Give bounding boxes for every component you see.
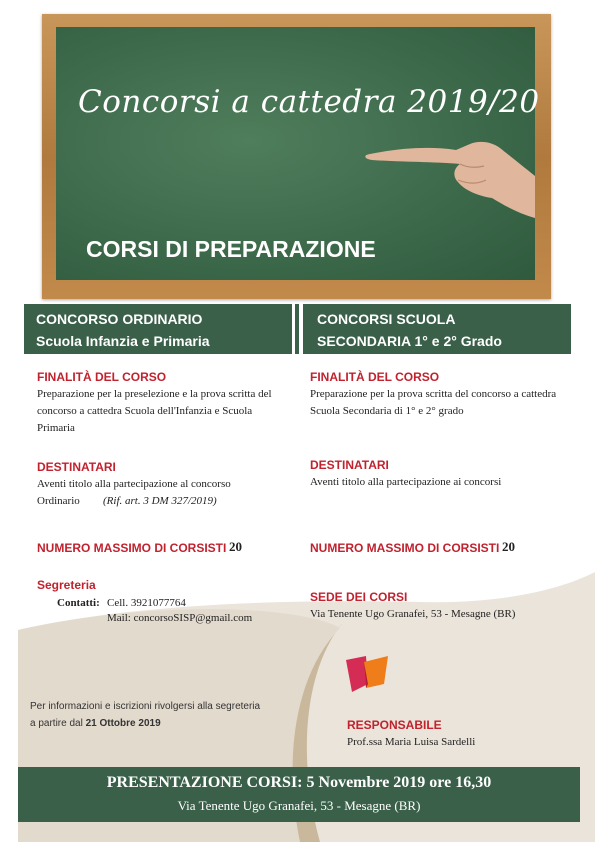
section-header-secondaria	[303, 304, 571, 354]
info-text-body: Per informazioni e iscrizioni rivolgersi alla segreteria a partire dal	[30, 701, 261, 729]
finalita-heading-left: FINALITÀ DEL CORSO	[37, 370, 167, 384]
board-subtitle: CORSI DI PREPARAZIONE	[86, 236, 376, 262]
sede-heading: SEDE DEI CORSI	[310, 590, 408, 604]
finalita-text-left: Preparazione per la preselezione e la prova scritta del concorso a cattedra Scuola dell'Infanzia e Scuola Primaria	[37, 388, 272, 434]
numero-value-right: 20	[502, 539, 515, 554]
destinatari-heading-right: DESTINATARI	[310, 458, 389, 472]
contatti-mail: Mail: concorsoSISP@gmail.com	[107, 612, 253, 624]
section-header-line2: Scuola Infanzia e Primaria	[36, 333, 210, 349]
destinatari-heading-left: DESTINATARI	[37, 460, 116, 474]
logo-icon	[344, 654, 392, 694]
finalita-heading-right: FINALITÀ DEL CORSO	[310, 370, 440, 384]
destinatari-text2-left: Ordinario	[37, 495, 80, 507]
contatti-cell: Cell. 3921077764	[107, 597, 186, 609]
section-header-line1: CONCORSO ORDINARIO	[36, 311, 203, 327]
numero-heading-right: NUMERO MASSIMO DI CORSISTI	[310, 541, 500, 555]
numero-heading-left: NUMERO MASSIMO DI CORSISTI	[37, 541, 227, 555]
section-header-ordinario	[24, 304, 292, 354]
footer-title: PRESENTAZIONE CORSI: 5 Novembre 2019 ore 16,30	[106, 774, 492, 791]
contatti-label: Contatti:	[57, 597, 100, 609]
section-header-line1: CONCORSI SCUOLA	[317, 311, 456, 327]
destinatari-ref-left: (Rif. art. 3 DM 327/2019)	[103, 495, 217, 507]
info-text	[30, 698, 265, 732]
board-title: Concorsi a cattedra 2019/20	[78, 84, 540, 120]
section-header-line2: SECONDARIA 1° e 2° Grado	[317, 333, 502, 349]
pointing-hand-icon	[360, 118, 535, 218]
info-date: 21 Ottobre 2019	[85, 718, 161, 729]
destinatari-text-left: Aventi titolo alla partecipazione al concorso	[37, 478, 231, 490]
numero-value-left: 20	[229, 539, 242, 554]
sede-text: Via Tenente Ugo Granafei, 53 - Mesagne (BR)	[310, 608, 516, 620]
finalita-text-right: Preparazione per la prova scritta del concorso a cattedra Scuola Secondaria di 1° e 2° grado	[310, 388, 557, 417]
destinatari-text-right: Aventi titolo alla partecipazione ai concorsi	[310, 476, 502, 488]
responsabile-text: Prof.ssa Maria Luisa Sardelli	[347, 736, 476, 748]
footer-address: Via Tenente Ugo Granafei, 53 - Mesagne (BR)	[177, 798, 421, 813]
responsabile-heading: RESPONSABILE	[347, 718, 442, 732]
segreteria-heading: Segreteria	[37, 578, 96, 592]
